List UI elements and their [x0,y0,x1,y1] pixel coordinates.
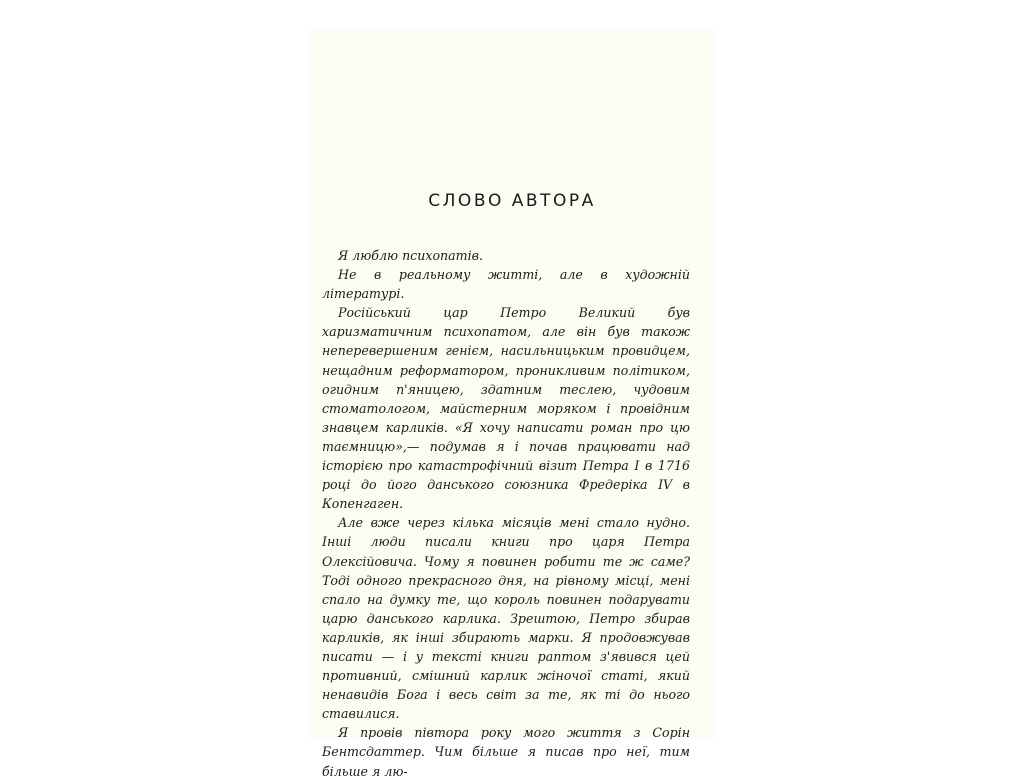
paragraph: Я провів півтора року мого життя з Сорін Бентсдаттер. Чим більше я писав про неї, тим більше я лю- [322,725,690,779]
chapter-title: СЛОВО АВТОРА [428,191,596,211]
body-text [322,246,690,781]
book-page [308,30,716,779]
paragraph: Я люблю психопатів. [338,248,483,263]
paragraph: Але вже через кілька місяців мені стало нудно. Інші люди писали книги про царя Петра Олексійовича. Чому я повинен робити те ж саме? Тоді одного прекрасного дня, на рівному місці, мені спало на думку те, що король повинен подарувати царю данського карлика. Зрештою, Петро збирав карликів, як інші збирають марки. Я продовжував писати — і у тексті книги раптом з'явився цей противний, смішний карлик жіночої статі, який ненавидів Бога і весь світ за те, як ті до нього ставилися. [322,515,690,722]
paragraph: Російський цар Петро Великий був харизматичним психопатом, але він був також неперевершеним генієм, насильницьким провидцем, нещадним реформатором, проникливим політиком, огидним п'яницею, здатним теслею, чудовим стоматологом, майстерним моряком і провідним знавцем карликів. «Я хочу написати роман про цю таємницю»,— подумав я і почав працювати над історією про катастрофічний візит Петра І в 1716 році до його данського союзника Фредеріка IV в Копенгаген. [322,305,690,512]
paragraph: Не в реальному житті, але в художній літературі. [322,267,690,302]
